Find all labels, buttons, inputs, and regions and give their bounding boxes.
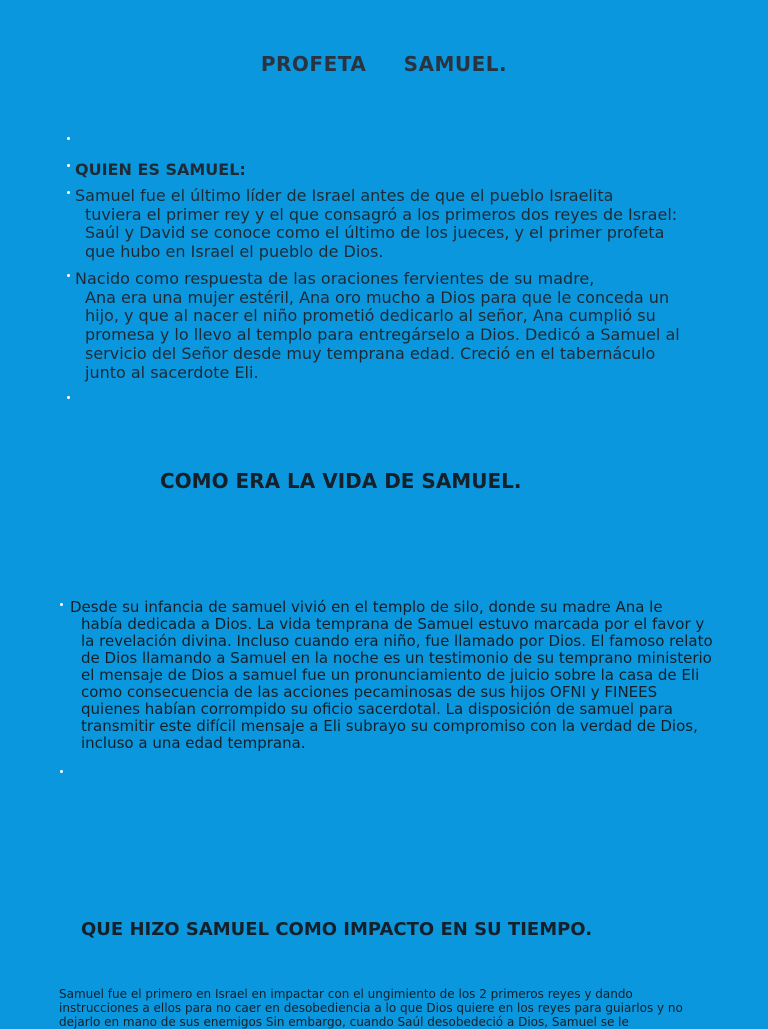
bullet-dot <box>60 603 63 606</box>
paragraph-rest: había dedicada a Dios. La vida temprana de Samuel estuvo marcada por el favor y la revelación divina. Incluso cuando era niño, fue llamado por Dios. El famoso relato de Dios llamando a Samuel en la noche es un testimonio de su temprano ministerio el mensaje de Dios a samuel fue un pronunciamiento de juicio sobre la casa de Eli como consecuencia de las acciones pecaminosas de sus hijos OFNI y FINEES quienes habían corrompido su oficio sacerdotal. La disposición de samuel para transmitir este difícil mensaje a Eli subrayo su compromiso con la verdad de Dios, incluso a una edad temprana. <box>81 615 713 752</box>
bullet-dot <box>67 191 70 194</box>
section-heading-quien-es-samuel: QUIEN ES SAMUEL: <box>75 160 246 179</box>
bullet-dot <box>67 396 70 399</box>
paragraph-first-line: Nacido como respuesta de las oraciones fervientes de su madre, <box>75 269 595 288</box>
bullet-dot <box>67 137 70 140</box>
paragraph-infancia <box>70 599 720 752</box>
paragraph-first-line: Desde su infancia de samuel vivió en el templo de silo, donde su madre Ana le <box>70 598 663 616</box>
paragraph-impacto: Samuel fue el primero en Israel en impactar con el ungimiento de los 2 primeros reyes y dando instrucciones a ellos para no caer en desobediencia a lo que Dios quiere en los reyes para guiarlos y no dejarlo en mano de sus enemigos Sin embargo, cuando Saúl desobedeció a Dios, Samuel se le <box>59 987 683 1029</box>
bullet-dot <box>67 164 70 167</box>
paragraph-first-line: Samuel fue el último líder de Israel antes de que el pueblo Israelita <box>75 186 614 205</box>
paragraph-rest: tuviera el primer rey y el que consagró a los primeros dos reyes de Israel: Saúl y David se conoce como el último de los jueces, y el primer profeta que hubo en Israel el pueblo de Dios. <box>85 204 678 262</box>
paragraph-ultimo-lider <box>75 187 685 262</box>
paragraph-rest: Ana era una mujer estéril, Ana oro mucho a Dios para que le conceda un hijo, y que al nacer el niño prometió dedicarlo al señor, Ana cumplió su promesa y lo llevo al templo para entregárselo a Dios. Dedicó a Samuel al servicio del Señor desde muy temprana edad. Creció en el tabernáculo junto al sacerdote Eli. <box>85 287 680 382</box>
bullet-dot <box>67 274 70 277</box>
section-heading-impacto: QUE HIZO SAMUEL COMO IMPACTO EN SU TIEMPO. <box>81 919 593 940</box>
section-heading-vida-de-samuel: COMO ERA LA VIDA DE SAMUEL. <box>160 469 522 493</box>
paragraph-nacido <box>75 270 685 382</box>
bullet-dot <box>60 770 63 773</box>
page-title: PROFETA SAMUEL. <box>260 52 508 76</box>
